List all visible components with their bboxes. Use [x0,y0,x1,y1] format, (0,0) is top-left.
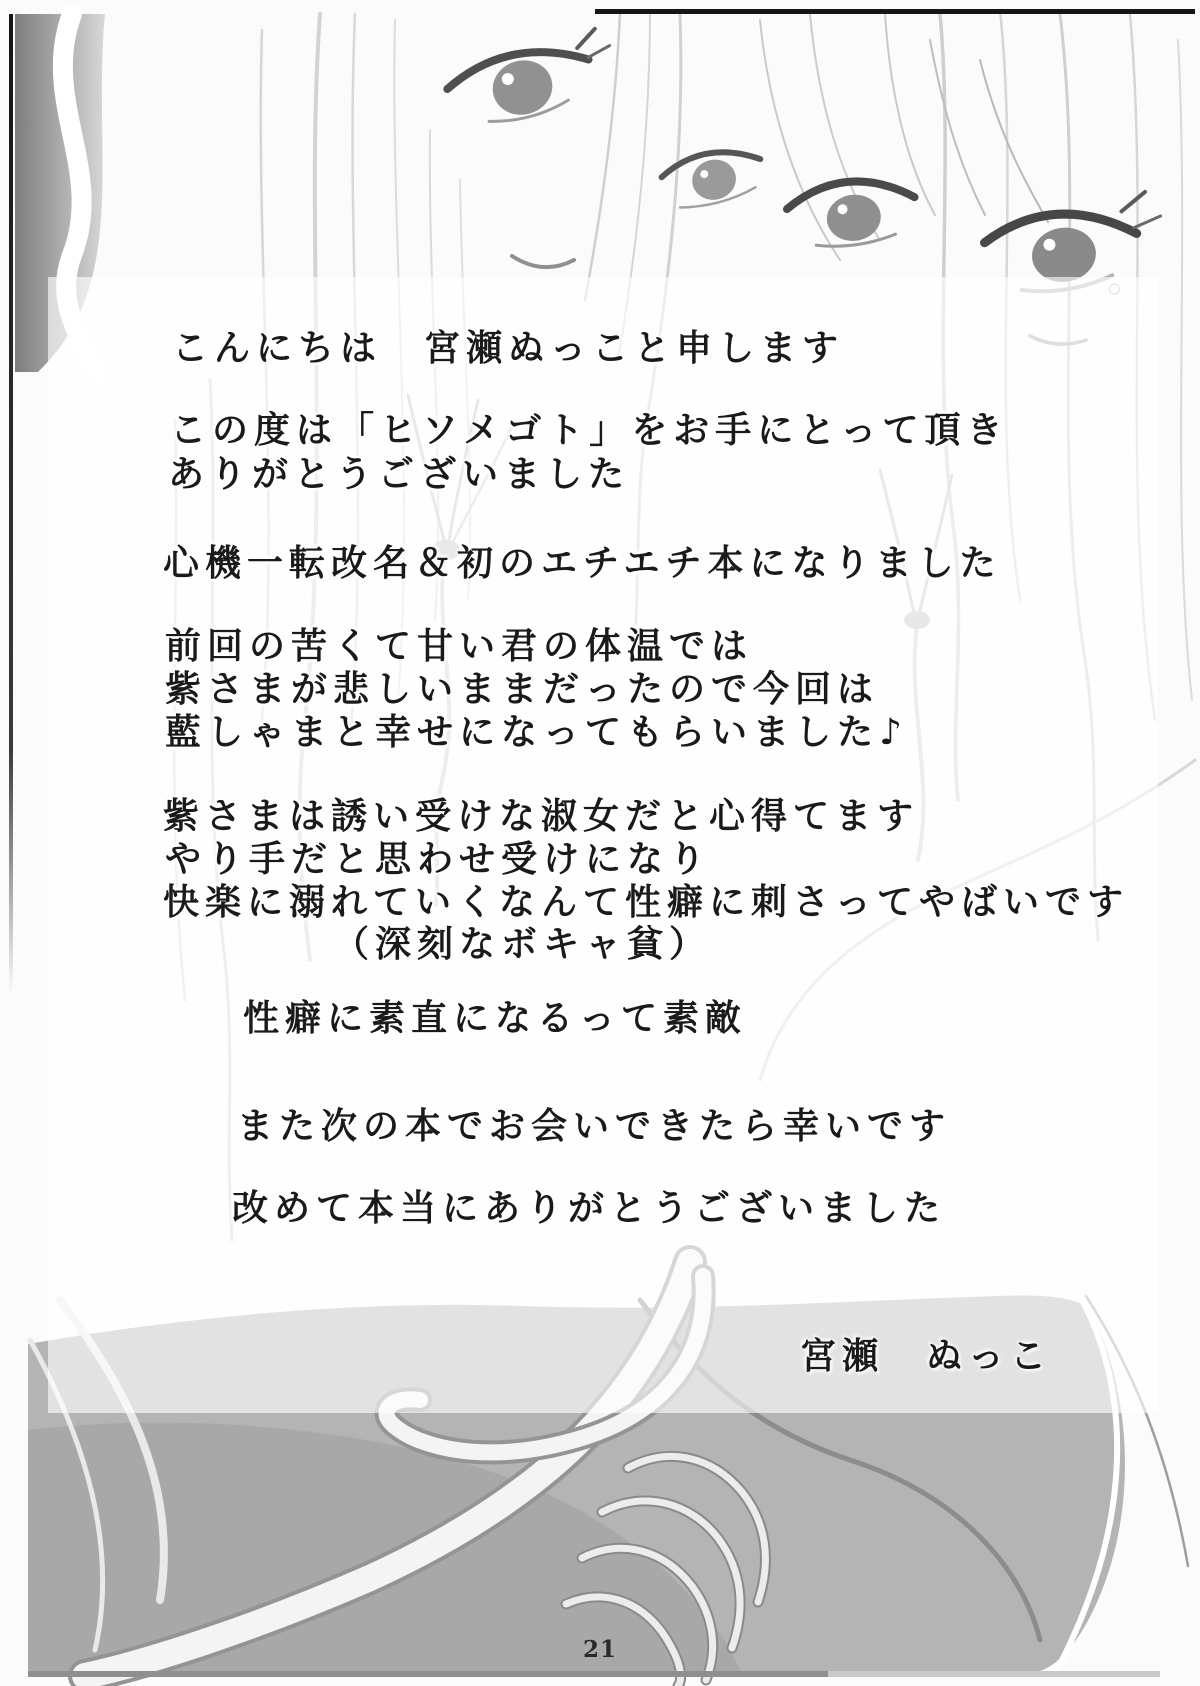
afterword-line: 性癖に素直になるって素敵 [243,998,748,1039]
smile-left [512,256,574,267]
afterword-line: 快楽に溺れていくなんて性癖に刺さってやばいです [163,882,1130,923]
scan-bar-bottom-light [828,1671,1160,1677]
afterword-line: 改めて本当にありがとうございました [232,1188,947,1229]
afterword-line: この度は「ヒソメゴト」をお手にとって頂き [170,410,1009,451]
afterword-line: 紫さまが悲しいままだったので今回は [165,669,880,710]
afterword-line: 前回の苦くて甘い君の体温では [165,626,754,667]
afterword-line: ありがとうございました [168,454,631,495]
page-number: 21 [583,1636,618,1663]
afterword-line: 藍しゃまと幸せになってもらいました♪ [165,712,908,753]
afterword-line: 心機一転改名＆初のエチエチ本になりました [163,543,1002,584]
afterword-line: また次の本でお会いできたら幸いです [237,1106,952,1147]
scan-bar-bottom [28,1671,828,1677]
scan-line-top [595,9,1195,14]
afterword-line: こんにちは 宮瀬ぬっこと申します [172,328,845,369]
scan-line-left [9,14,13,994]
face-left [442,26,768,267]
afterword-line: やり手だと思わせ受けになり [165,839,712,880]
author-signature: 宮瀬 ぬっこ [800,1336,1053,1377]
afterword-line: 紫さまは誘い受けな淑女だと心得てます [163,796,920,837]
afterword-line: （深刻なボキャ貧） [333,924,712,965]
